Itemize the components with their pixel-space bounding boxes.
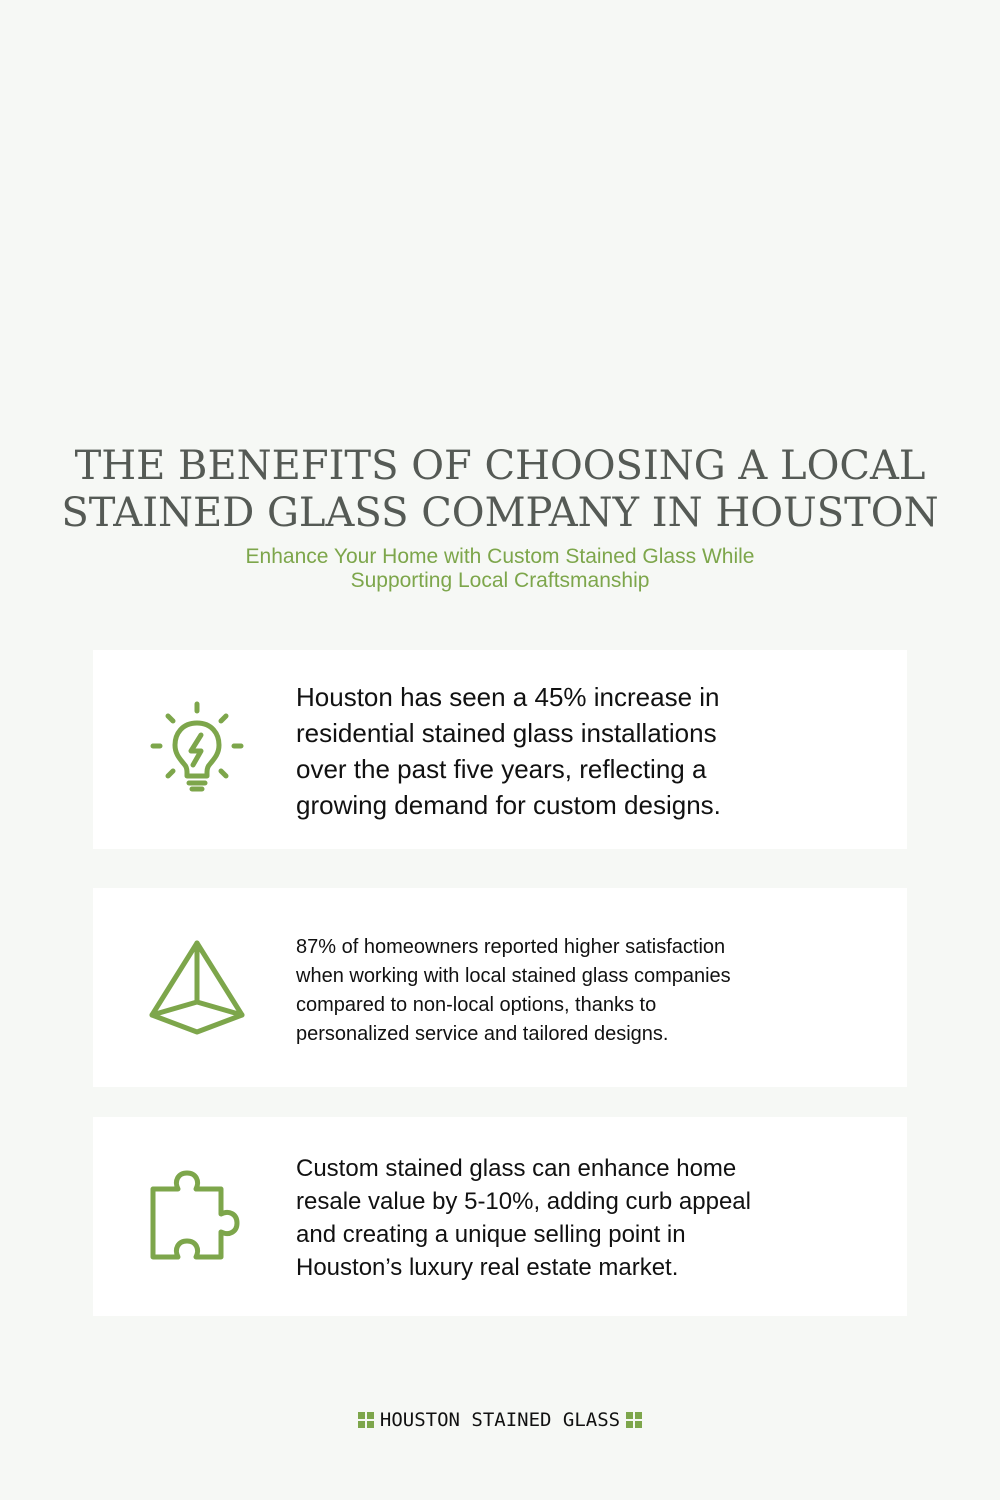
lightbulb-icon xyxy=(141,692,253,804)
stat-line: growing demand for custom designs. xyxy=(296,790,721,820)
page-title xyxy=(60,443,940,537)
page-title-line-1: THE BENEFITS OF CHOOSING A LOCAL xyxy=(74,443,926,489)
stat-line: Houston’s luxury real estate market. xyxy=(296,1254,679,1281)
stat-line: when working with local stained glass companies xyxy=(296,965,731,987)
stat-card-satisfaction xyxy=(93,888,907,1087)
stat-line: residential stained glass installations xyxy=(296,718,717,748)
stat-line: Houston has seen a 45% increase in xyxy=(296,682,720,712)
page-subtitle-line-1: Enhance Your Home with Custom Stained Glass While xyxy=(245,545,755,568)
page-subtitle-line-2: Supporting Local Craftsmanship xyxy=(350,569,650,592)
stat-line: resale value by 5-10%, adding curb appeal xyxy=(296,1188,751,1215)
stat-line: Custom stained glass can enhance home xyxy=(296,1155,737,1182)
stat-card-resale-value xyxy=(93,1117,907,1316)
stat-line: compared to non-local options, thanks to xyxy=(296,994,657,1016)
stat-line: 87% of homeowners reported higher satisfaction xyxy=(296,936,726,958)
stat-text xyxy=(296,679,856,823)
stat-card-installations xyxy=(93,650,907,849)
stat-text xyxy=(296,933,856,1049)
stat-line: over the past five years, reflecting a xyxy=(296,754,707,784)
pyramid-icon xyxy=(141,930,253,1042)
brand-logo xyxy=(0,1407,1000,1433)
page-subtitle xyxy=(150,545,850,593)
stat-line: and creating a unique selling point in xyxy=(296,1221,686,1248)
logo-grid-icon xyxy=(626,1412,642,1428)
puzzle-piece-icon xyxy=(141,1161,253,1273)
logo-text: HOUSTON STAINED GLASS xyxy=(379,1409,621,1431)
stat-line: personalized service and tailored designs. xyxy=(296,1023,669,1045)
page-title-line-2: STAINED GLASS COMPANY IN HOUSTON xyxy=(61,490,939,536)
logo-grid-icon xyxy=(358,1412,374,1428)
stat-text xyxy=(296,1152,856,1284)
